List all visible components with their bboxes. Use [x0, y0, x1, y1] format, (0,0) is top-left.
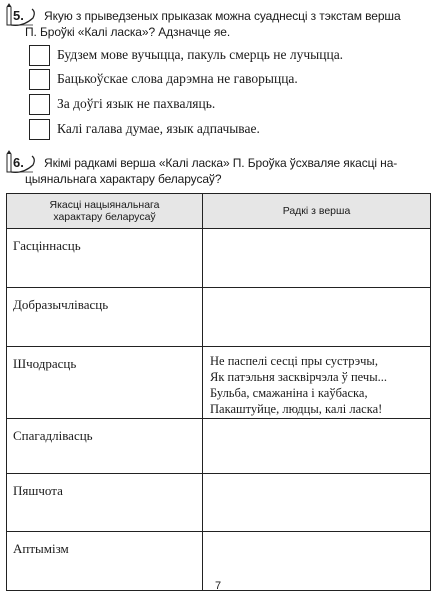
answer-checkbox[interactable] [29, 69, 50, 90]
option-text: Калі галава думае, язык адпачывае. [57, 121, 260, 136]
answer-cell[interactable] [203, 419, 431, 474]
question-line: Якую з прыведзеных прыказак можна суаднесці з тэкстам верша [44, 9, 401, 23]
traits-table [6, 193, 431, 591]
answer-cell[interactable] [203, 347, 431, 419]
table-header-row [7, 194, 431, 229]
table-row [7, 474, 431, 532]
table-row [7, 229, 431, 288]
option-text: Будзем мове вучыцца, пакуль смерць не лучыцца. [57, 47, 344, 62]
option-1[interactable] [29, 45, 429, 67]
answer-cell[interactable] [203, 229, 431, 288]
answer-checkbox[interactable] [29, 45, 50, 66]
table-row [7, 288, 431, 347]
trait-cell: Добразычлівасць [7, 288, 203, 347]
header-lines: Радкі з верша [203, 194, 431, 229]
trait-cell: Пяшчота [7, 474, 203, 532]
option-2[interactable] [29, 69, 429, 91]
question-line: цыянальнага характару беларусаў? [25, 172, 222, 186]
question-line: П. Броўкі «Калі ласка»? Адзначце яе. [25, 25, 231, 39]
page-number: 7 [214, 580, 222, 592]
task-number: 5. [13, 8, 24, 23]
trait-cell: Гасціннасць [7, 229, 203, 288]
task-number: 6. [13, 155, 24, 170]
option-text: Бацькоўскае слова дарэмна не гаворыцца. [57, 71, 298, 86]
answer-cell[interactable] [203, 474, 431, 532]
answer-checkbox[interactable] [29, 119, 50, 140]
table-row [7, 347, 431, 419]
header-traits: Якасці нацыянальнага характару беларусаў [7, 194, 203, 229]
answer-checkbox[interactable] [29, 94, 50, 115]
trait-cell: Спагадлівасць [7, 419, 203, 474]
trait-cell: Шчодрасць [7, 347, 203, 419]
question-line: Якімі радкамі верша «Калі ласка» П. Броўка ўсхваляе якасці на- [44, 156, 398, 170]
answer-cell[interactable] [203, 288, 431, 347]
option-4[interactable] [29, 119, 429, 141]
option-text: За доўгі язык не пахваляць. [57, 96, 216, 111]
option-3[interactable] [29, 94, 429, 116]
table-row [7, 419, 431, 474]
trait-cell: Аптымізм [7, 532, 203, 591]
poem-quote: Не паспелі сесці пры сустрэчы, Як патэльня засквірчэла ў печы... Бульба, смажаніна і каўбаска, Пакаштуйце, людцы, калі ласка! [210, 354, 387, 416]
